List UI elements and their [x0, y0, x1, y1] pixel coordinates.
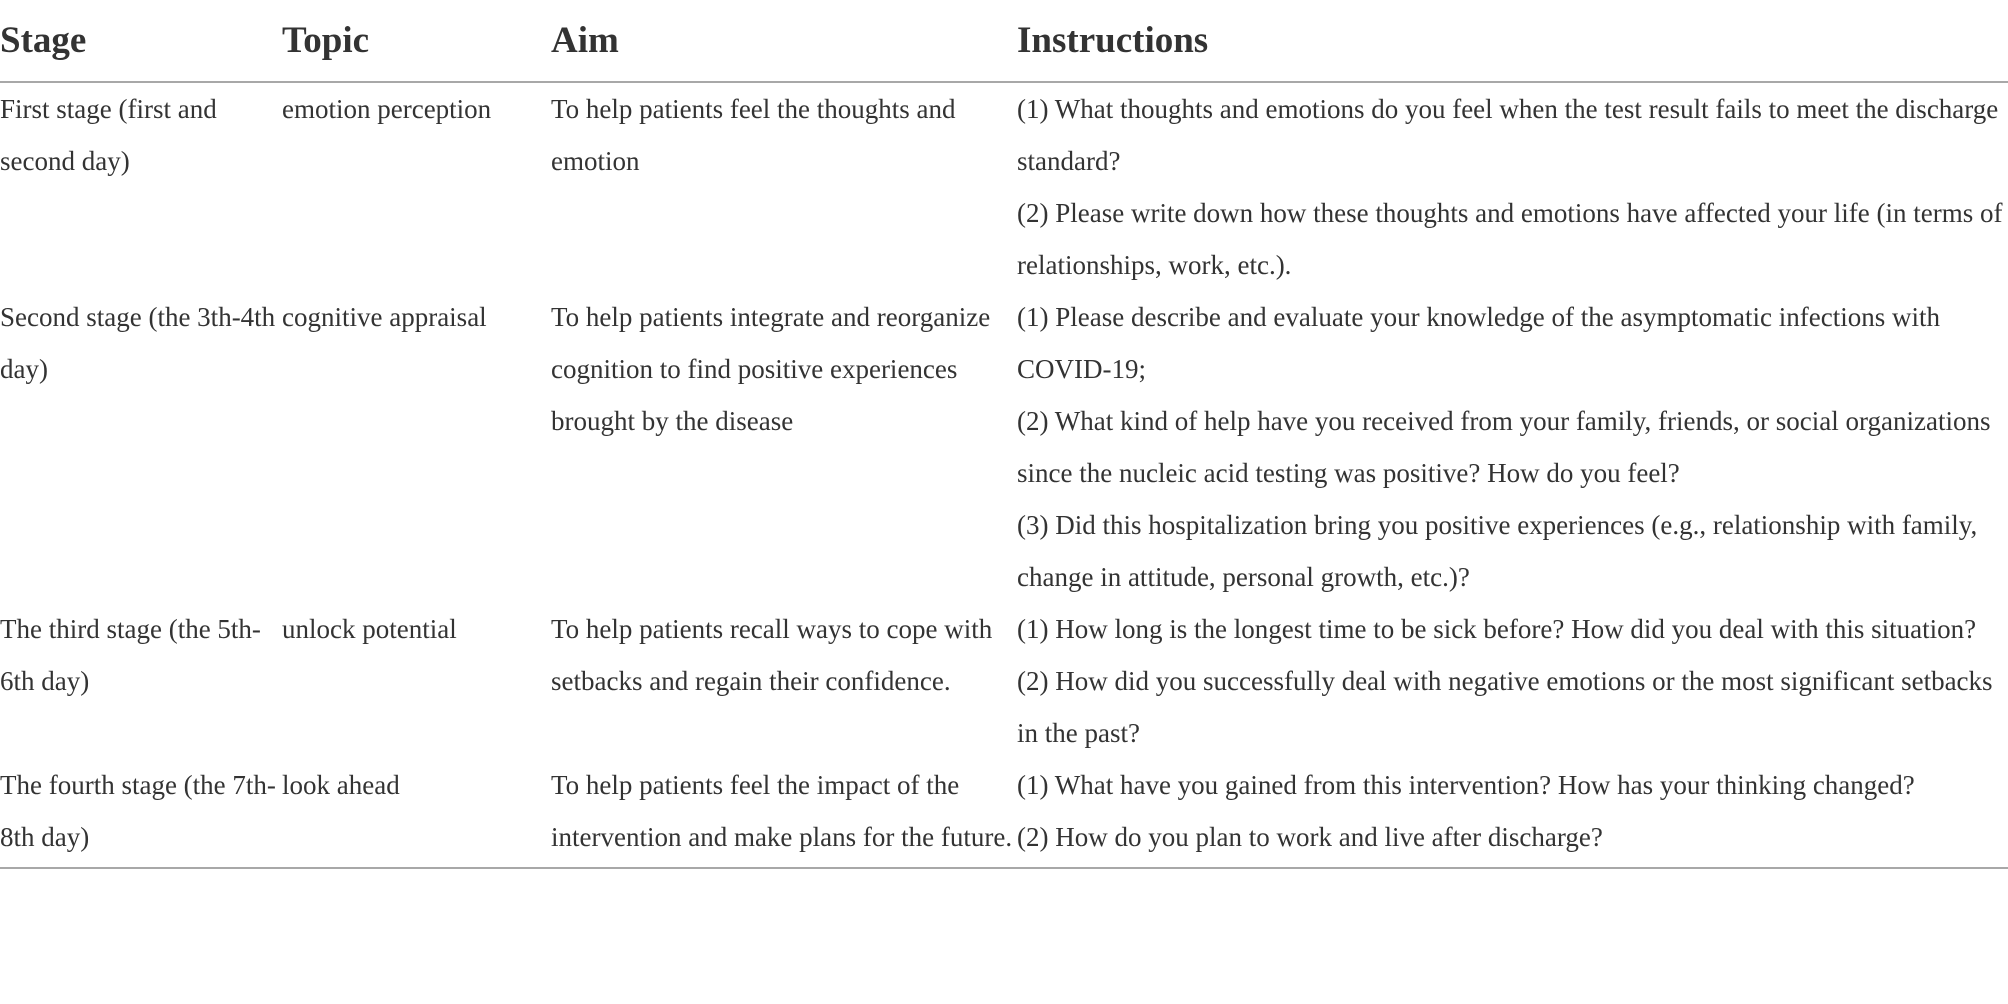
cell-topic: unlock potential [282, 614, 457, 644]
cell-instructions [1017, 603, 2008, 759]
cell-aim: To help patients feel the thoughts and emotion [551, 94, 956, 176]
cell-stage: First stage (first and second day) [0, 94, 217, 176]
cell-topic: emotion perception [282, 94, 492, 124]
instruction-item: (1) What thoughts and emotions do you feel when the test result fails to meet the discharge standard? [1017, 94, 1999, 176]
header-row [0, 0, 2008, 82]
cell-instructions [1017, 291, 2008, 603]
instruction-item: (2) How do you plan to work and live after discharge? [1017, 822, 1603, 852]
header-instructions: Instructions [1017, 0, 2008, 82]
cell-stage: The third stage (the 5th-6th day) [0, 614, 261, 696]
cell-aim: To help patients feel the impact of the intervention and make plans for the future. [551, 759, 1017, 868]
instruction-item: (1) Please describe and evaluate your knowledge of the asymptomatic infections with COVID-19; [1017, 302, 1940, 384]
instruction-item: (2) What kind of help have you received from your family, friends, or social organizations since the nucleic acid testing was positive? How do you feel? [1017, 406, 1991, 488]
table-row [0, 291, 2008, 603]
cell-stage: Second stage (the 3th-4th day) [0, 302, 276, 384]
header-aim: Aim [551, 0, 1017, 82]
header-stage: Stage [0, 0, 282, 82]
cell-aim: To help patients integrate and reorganize cognition to find positive experiences brought by the disease [551, 302, 991, 436]
instruction-item: (1) What have you gained from this intervention? How has your thinking changed? [1017, 770, 1915, 800]
instruction-item: (3) Did this hospitalization bring you positive experiences (e.g., relationship with family, change in attitude, personal growth, etc.)? [1017, 510, 1978, 592]
cell-topic: look ahead [282, 759, 551, 868]
instruction-item: (2) How did you successfully deal with negative emotions or the most significant setbacks in the past? [1017, 666, 1993, 748]
cell-instructions [1017, 759, 2008, 868]
cell-topic: cognitive appraisal [282, 302, 487, 332]
table-body [0, 82, 2008, 868]
table-row [0, 82, 2008, 291]
cell-stage: The fourth stage (the 7th-8th day) [0, 759, 282, 868]
table-row [0, 759, 2008, 868]
cell-aim: To help patients recall ways to cope with setbacks and regain their confidence. [551, 614, 993, 696]
instruction-item: (2) Please write down how these thoughts and emotions have affected your life (in terms of relationships, work, etc.). [1017, 198, 2003, 280]
header-topic: Topic [282, 0, 551, 82]
table-row [0, 603, 2008, 759]
instruction-item: (1) How long is the longest time to be sick before? How did you deal with this situation? [1017, 614, 1977, 644]
table-header [0, 0, 2008, 82]
cell-instructions [1017, 82, 2008, 291]
